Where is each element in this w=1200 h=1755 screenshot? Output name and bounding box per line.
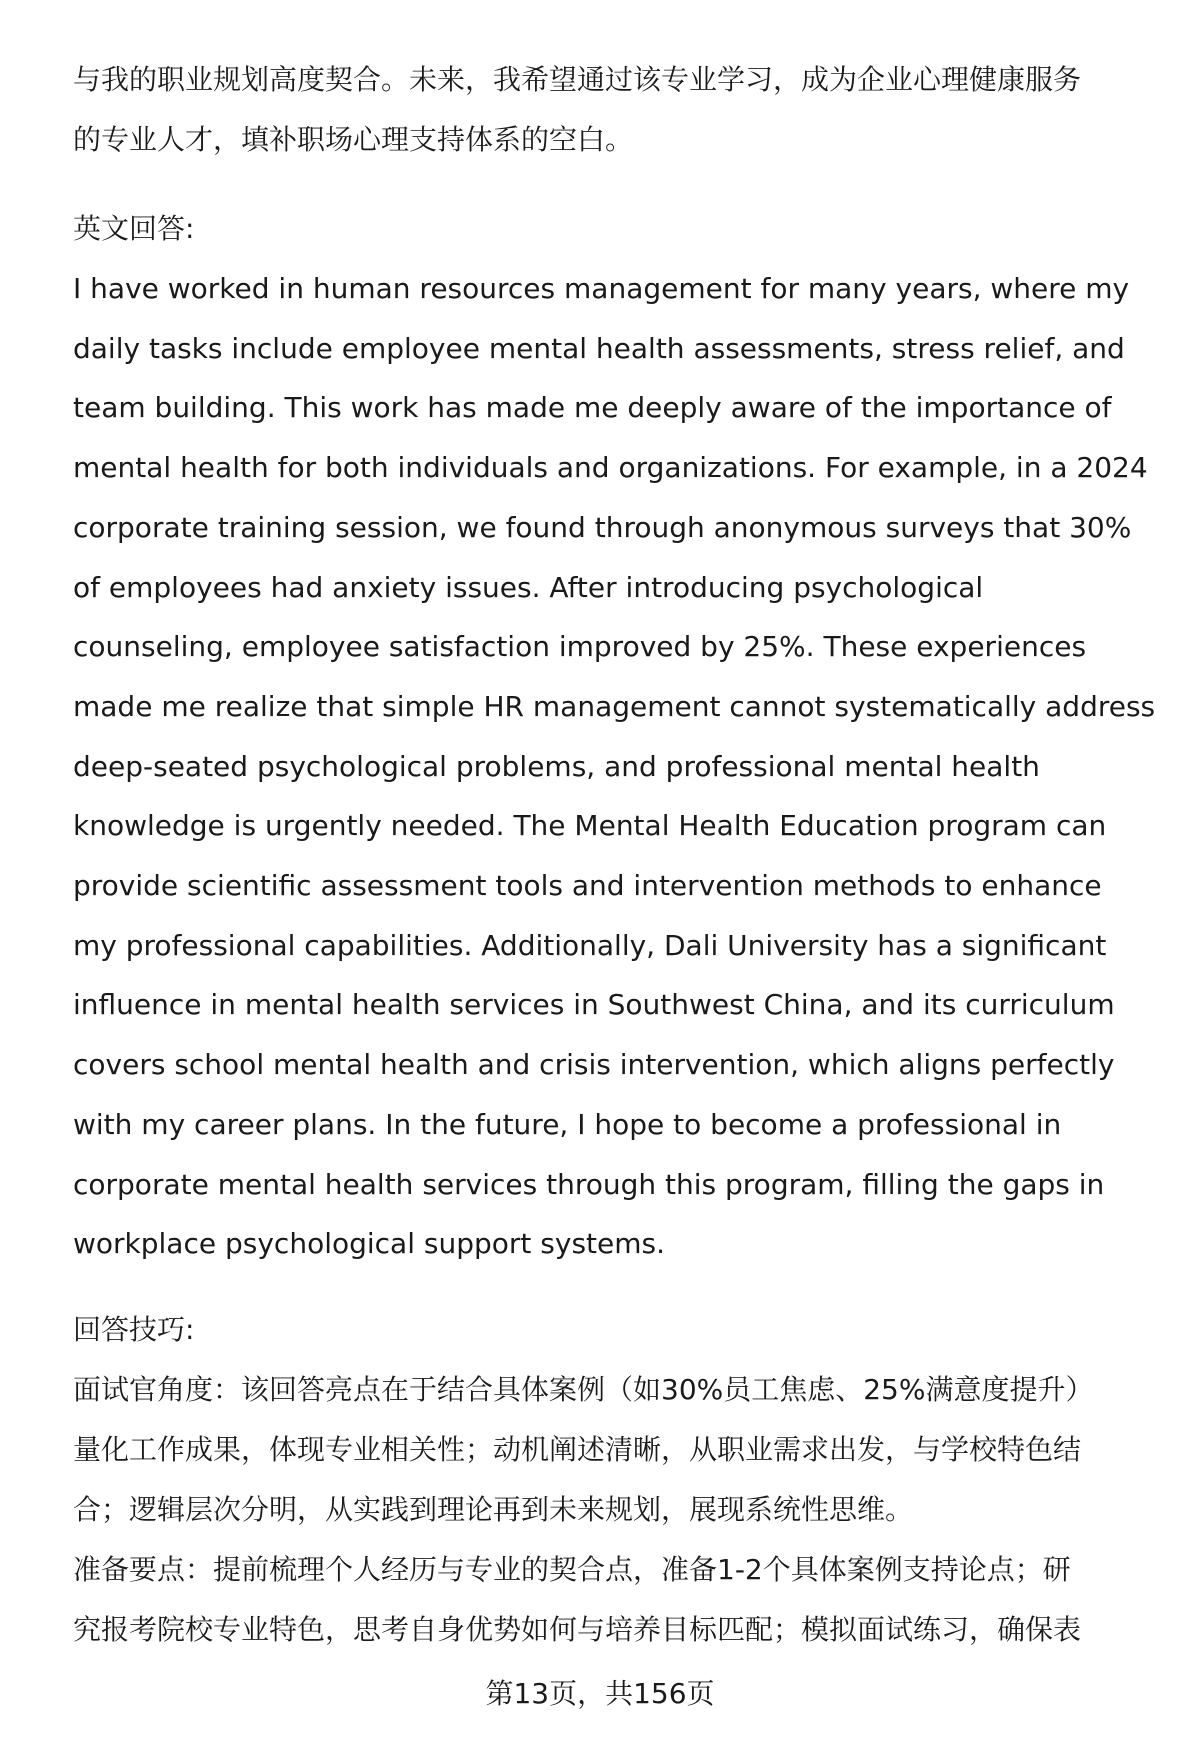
english-answer-heading: 英文回答: xyxy=(73,212,195,245)
english-answer-line: knowledge is urgently needed. The Mental Health Education program can xyxy=(73,809,1107,843)
english-answer-line: deep-seated psychological problems, and professional mental health xyxy=(73,749,1040,783)
english-answer-line: corporate mental health services through this program, filling the gaps in xyxy=(73,1167,1105,1201)
english-answer-line: made me realize that simple HR management cannot systematically address xyxy=(73,689,1156,723)
tips-line: 究报考院校专业特色，思考自身优势如何与培养目标匹配；模拟面试练习，确保表 xyxy=(73,1613,1082,1646)
tips-line: 合；逻辑层次分明，从实践到理论再到未来规划，展现系统性思维。 xyxy=(73,1493,914,1526)
english-answer-line: I have worked in human resources management for many years, where my xyxy=(73,272,1130,305)
english-answer-line: team building. This work has made me deeply aware of the importance of xyxy=(73,391,1112,425)
page-number-footer: 第13页，共156页 xyxy=(485,1677,715,1710)
tips-line: 准备要点：提前梳理个人经历与专业的契合点，准备1-2个具体案例支持论点；研 xyxy=(73,1553,1071,1586)
english-answer-line: mental health for both individuals and organizations. For example, in a 2024 xyxy=(73,451,1148,485)
english-answer-line: covers school mental health and crisis intervention, which aligns perfectly xyxy=(73,1048,1115,1082)
english-answer-line: my professional capabilities. Additionally, Dali University has a significant xyxy=(73,928,1107,962)
english-answer-line: with my career plans. In the future, I hope to become a professional in xyxy=(73,1107,1062,1141)
english-answer-line: counseling, employee satisfaction improved by 25%. These experiences xyxy=(73,630,1087,664)
english-answer-line: corporate training session, we found through anonymous surveys that 30% xyxy=(73,510,1132,544)
intro-line: 与我的职业规划高度契合。未来，我希望通过该专业学习，成为企业心理健康服务 xyxy=(73,63,1082,96)
english-answer-line: influence in mental health services in Southwest China, and its curriculum xyxy=(73,988,1115,1022)
english-answer-line: daily tasks include employee mental health assessments, stress relief, and xyxy=(73,331,1125,365)
english-answer-line: workplace psychological support systems. xyxy=(73,1227,666,1261)
tips-heading: 回答技巧: xyxy=(73,1313,195,1346)
tips-line: 面试官角度：该回答亮点在于结合具体案例（如30%员工焦虑、25%满意度提升） xyxy=(73,1373,1094,1406)
tips-line: 量化工作成果，体现专业相关性；动机阐述清晰，从职业需求出发，与学校特色结 xyxy=(73,1433,1082,1466)
english-answer-line: of employees had anxiety issues. After introducing psychological xyxy=(73,570,984,604)
english-answer-line: provide scientific assessment tools and intervention methods to enhance xyxy=(73,869,1102,902)
intro-line: 的专业人才，填补职场心理支持体系的空白。 xyxy=(73,123,634,156)
